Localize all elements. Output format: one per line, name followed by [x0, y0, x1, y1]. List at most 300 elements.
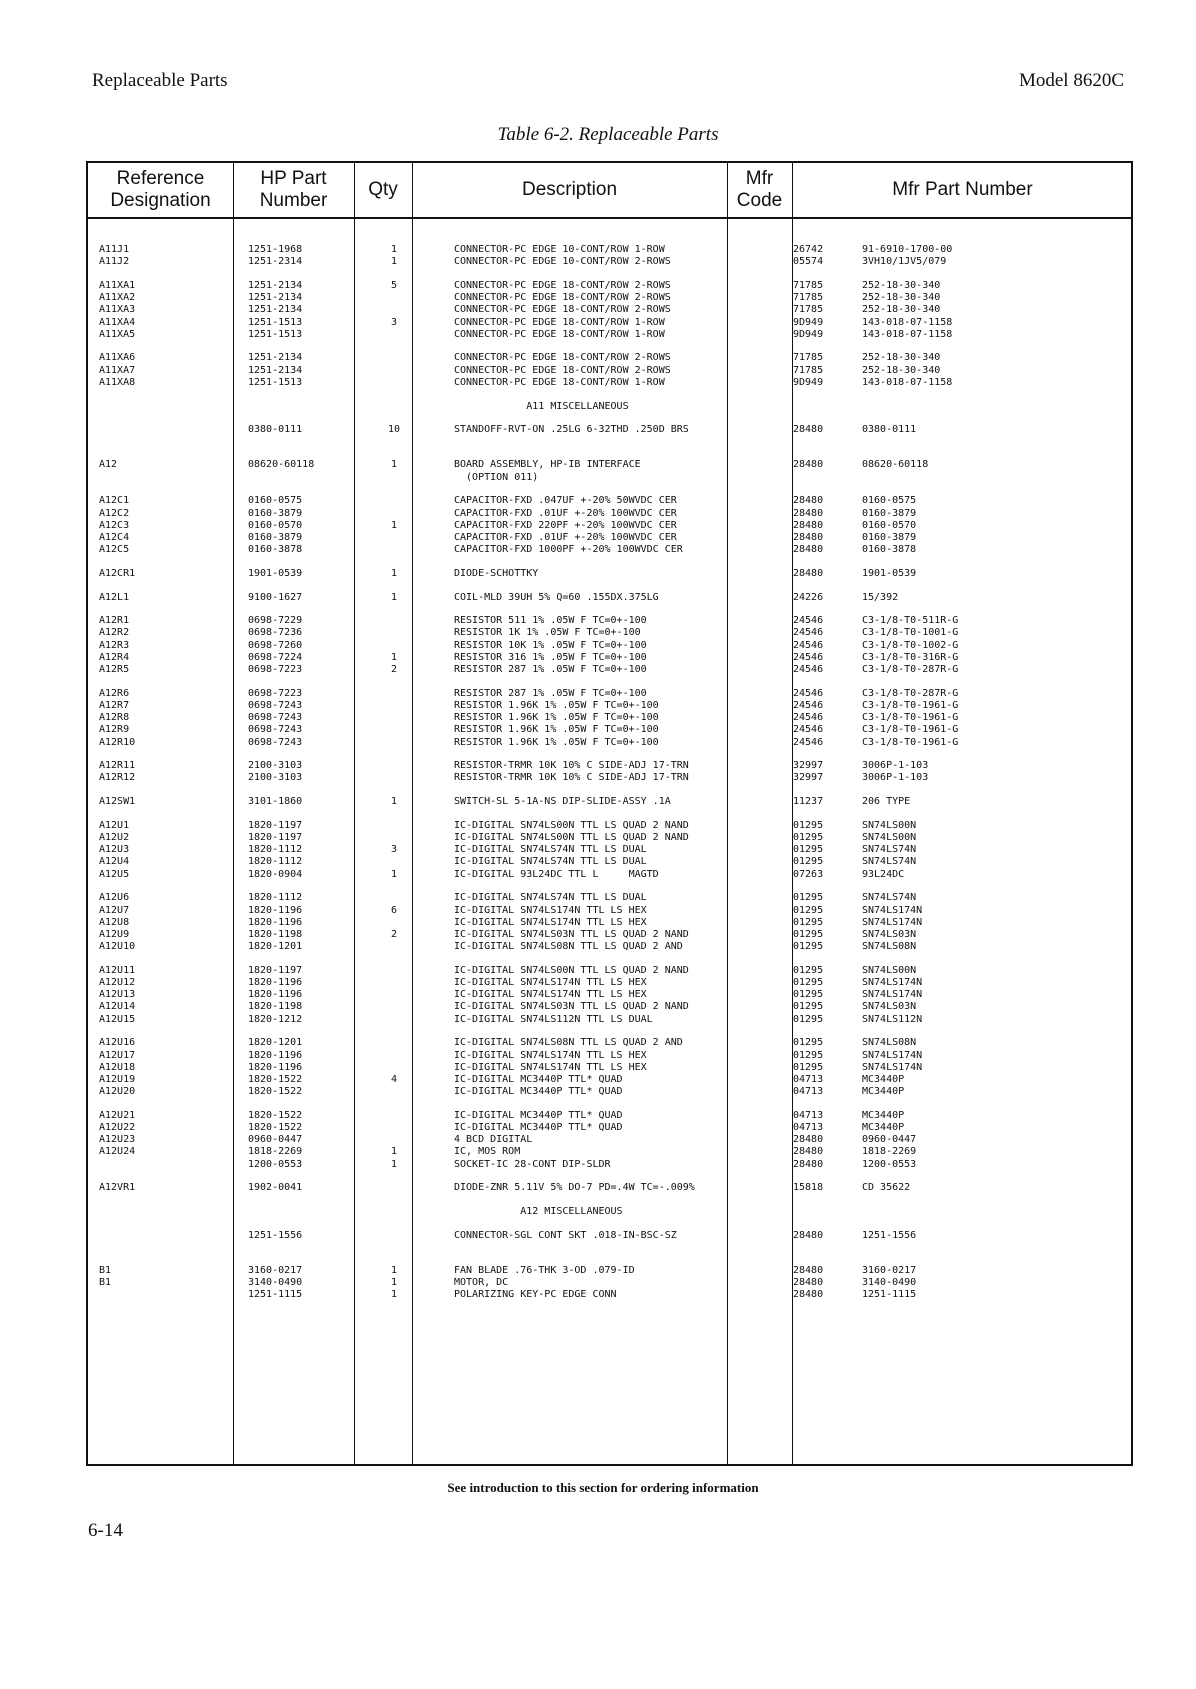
description-cell: IC-DIGITAL SN74LS08N TTL LS QUAD 2 AND — [454, 1037, 683, 1049]
mfr-part-number-cell: 3006P-1-103 — [862, 772, 929, 784]
description-cell: CONNECTOR-SGL CONT SKT .018-IN-BSC-SZ — [454, 1229, 677, 1241]
column-header-mfr-part-number: Mfr Part Number — [892, 179, 1033, 200]
table-row — [88, 626, 1131, 639]
ref-designation-cell: A11XA3 — [99, 304, 136, 316]
mfr-code-cell: 01295 — [793, 1061, 824, 1073]
mfr-part-number-cell: SN74LS174N — [862, 977, 923, 988]
mfr-part-number-cell: SN74LS00N — [862, 964, 917, 976]
mfr-code-cell: 04713 — [793, 1122, 824, 1133]
hp-part-number-cell: 3101-1860 — [248, 796, 303, 808]
mfr-part-number-cell: 0960-0447 — [862, 1134, 917, 1146]
table-row — [88, 988, 1131, 1001]
table-row — [88, 1264, 1131, 1277]
description-cell: CONNECTOR-PC EDGE 18-CONT/ROW 2-ROWS — [454, 352, 671, 364]
table-row — [88, 795, 1131, 808]
mfr-part-number-cell: 252-18-30-340 — [862, 364, 941, 376]
hp-part-number-cell: 1820-1197 — [248, 819, 303, 831]
mfr-code-cell: 01295 — [793, 928, 824, 940]
column-header-mfr-code: Mfr Code — [736, 168, 783, 211]
ref-designation-cell: A12R6 — [99, 687, 130, 699]
ref-designation-cell: A11J2 — [99, 256, 130, 268]
table-row — [88, 819, 1131, 832]
description-cell: IC-DIGITAL SN74LS74N TTL LS DUAL — [454, 856, 647, 868]
table-row — [88, 531, 1131, 544]
ref-designation-cell: A12U19 — [99, 1073, 136, 1085]
mfr-code-cell: 24546 — [793, 687, 824, 699]
hp-part-number-cell: 0960-0447 — [248, 1134, 303, 1146]
hp-part-number-cell: 0698-7260 — [248, 639, 303, 651]
mfr-code-cell: 28480 — [793, 1289, 824, 1301]
mfr-part-number-cell: C3-1/8-T0-316R-G — [862, 651, 959, 663]
quantity-cell: 1 — [390, 1264, 398, 1276]
description-cell: SOCKET-IC 28-CONT DIP-SLDR — [454, 1158, 611, 1170]
ref-designation-cell: A12U6 — [99, 892, 130, 904]
hp-part-number-cell: 1251-1513 — [248, 376, 303, 388]
description-cell: CAPACITOR-FXD .01UF +-20% 100WVDC CER — [454, 531, 677, 543]
ref-designation-cell: A12U4 — [99, 856, 130, 868]
hp-part-number-cell: 0698-7236 — [248, 627, 303, 639]
hp-part-number-cell: 1820-1196 — [248, 989, 303, 1001]
mfr-code-cell: 01295 — [793, 904, 824, 916]
ref-designation-cell: A12R9 — [99, 724, 130, 736]
mfr-code-cell: 28480 — [793, 1146, 824, 1158]
mfr-part-number-cell: MC3440P — [862, 1073, 905, 1085]
description-cell: RESISTOR 1.96K 1% .05W F TC=0+-100 — [454, 712, 659, 724]
description-cell: CAPACITOR-FXD .01UF +-20% 100WVDC CER — [454, 507, 677, 519]
ref-designation-cell: A12U7 — [99, 904, 130, 916]
hp-part-number-cell: 1820-0904 — [248, 868, 303, 880]
description-cell: CONNECTOR-PC EDGE 18-CONT/ROW 2-ROWS — [454, 292, 671, 304]
table-row — [88, 279, 1131, 292]
ref-designation-cell: A11XA1 — [99, 279, 136, 291]
table-row — [88, 567, 1131, 580]
mfr-code-cell: 71785 — [793, 292, 824, 304]
hp-part-number-cell: 1818-2269 — [248, 1146, 303, 1158]
table-row — [88, 976, 1131, 989]
ref-designation-cell: A12SW1 — [99, 796, 136, 808]
ref-designation-cell: A12U1 — [99, 819, 130, 831]
ref-designation-cell: A12U13 — [99, 989, 136, 1001]
ref-designation-cell: A12U24 — [99, 1146, 136, 1158]
mfr-part-number-cell: SN74LS174N — [862, 989, 923, 1001]
quantity-cell: 1 — [390, 1289, 398, 1301]
table-row — [88, 736, 1131, 749]
mfr-code-cell: 24546 — [793, 615, 824, 627]
hp-part-number-cell: 1251-1513 — [248, 316, 303, 328]
quantity-cell: 1 — [390, 796, 398, 808]
mfr-code-cell: 01295 — [793, 819, 824, 831]
mfr-part-number-cell: 0160-0570 — [862, 519, 917, 531]
ref-designation-cell: A12U3 — [99, 844, 130, 856]
table-row — [88, 928, 1131, 941]
description-cell: CONNECTOR-PC EDGE 10-CONT/ROW 2-ROWS — [454, 256, 671, 268]
table-row — [88, 1229, 1131, 1242]
quantity-cell: 1 — [390, 591, 398, 603]
ref-designation-cell: A11XA5 — [99, 328, 136, 340]
mfr-part-number-cell: 143-018-07-1158 — [862, 316, 953, 328]
ref-designation-cell: A12R7 — [99, 699, 130, 711]
mfr-code-cell: 28480 — [793, 1134, 824, 1146]
hp-part-number-cell: 2100-3103 — [248, 760, 303, 772]
hp-part-number-cell: 1251-2134 — [248, 352, 303, 364]
hp-part-number-cell: 0698-7243 — [248, 724, 303, 736]
description-cell: COIL-MLD 39UH 5% Q=60 .155DX.375LG — [454, 591, 659, 603]
hp-part-number-cell: 1820-1212 — [248, 1013, 303, 1025]
column-header-reference: Reference Designation — [110, 168, 211, 211]
table-row — [88, 855, 1131, 868]
description-cell: RESISTOR 1K 1% .05W F TC=0+-100 — [454, 627, 641, 639]
mfr-part-number-cell: 08620-60118 — [862, 459, 929, 471]
mfr-part-number-cell: C3-1/8-T0-287R-G — [862, 664, 959, 675]
description-cell: RESISTOR 1.96K 1% .05W F TC=0+-100 — [454, 724, 659, 736]
table-row — [88, 1181, 1131, 1194]
description-cell: 4 BCD DIGITAL — [454, 1134, 533, 1146]
quantity-cell: 1 — [390, 868, 398, 880]
hp-part-number-cell: 08620-60118 — [248, 459, 315, 471]
description-cell: IC-DIGITAL SN74LS08N TTL LS QUAD 2 AND — [454, 941, 683, 953]
hp-part-number-cell: 1901-0539 — [248, 567, 303, 579]
table-row — [88, 255, 1131, 268]
table-row — [88, 471, 1131, 484]
description-cell: STANDOFF-RVT-ON .25LG 6-32THD .250D BRS — [454, 424, 689, 436]
hp-part-number-cell: 1820-1522 — [248, 1109, 303, 1121]
table-row — [88, 843, 1131, 856]
mfr-code-cell: 01295 — [793, 964, 824, 976]
hp-part-number-cell: 1820-1522 — [248, 1122, 303, 1133]
mfr-code-cell: 32997 — [793, 760, 824, 772]
hp-part-number-cell: 1820-1522 — [248, 1086, 303, 1098]
table-row — [88, 1013, 1131, 1026]
quantity-cell: 1 — [390, 651, 398, 663]
ref-designation-cell: A12CR1 — [99, 567, 136, 579]
mfr-part-number-cell: SN74LS00N — [862, 832, 917, 843]
description-cell: SWITCH-SL 5-1A-NS DIP-SLIDE-ASSY .1A — [454, 796, 671, 808]
table-row — [88, 687, 1131, 700]
ref-designation-cell: A12C2 — [99, 507, 130, 519]
ref-designation-cell: A12L1 — [99, 591, 130, 603]
description-cell: RESISTOR-TRMR 10K 10% C SIDE-ADJ 17-TRN — [454, 772, 689, 784]
ref-designation-cell: A12U8 — [99, 916, 130, 928]
description-cell: (OPTION 011) — [454, 471, 539, 483]
mfr-code-cell: 24546 — [793, 712, 824, 724]
ref-designation-cell: A12U5 — [99, 868, 130, 880]
quantity-cell: 1 — [390, 519, 398, 531]
mfr-part-number-cell: C3-1/8-T0-287R-G — [862, 687, 959, 699]
mfr-code-cell: 24546 — [793, 627, 824, 639]
mfr-code-cell: 9D949 — [793, 316, 824, 328]
mfr-code-cell: 01295 — [793, 989, 824, 1001]
description-cell: CONNECTOR-PC EDGE 18-CONT/ROW 1-ROW — [454, 376, 665, 388]
description-cell: RESISTOR 287 1% .05W F TC=0+-100 — [454, 687, 647, 699]
mfr-code-cell: 9D949 — [793, 328, 824, 340]
mfr-code-cell: 24546 — [793, 651, 824, 663]
ref-designation-cell: A11J1 — [99, 244, 130, 255]
mfr-part-number-cell: SN74LS03N — [862, 1001, 917, 1013]
table-row — [88, 651, 1131, 664]
table-row — [88, 303, 1131, 316]
running-header-model: Model 8620C — [1018, 70, 1124, 91]
hp-part-number-cell: 1820-1198 — [248, 928, 303, 940]
mfr-part-number-cell: SN74LS00N — [862, 819, 917, 831]
mfr-part-number-cell: SN74LS174N — [862, 1061, 923, 1073]
description-cell: CAPACITOR-FXD .047UF +-20% 50WVDC CER — [454, 495, 677, 507]
mfr-part-number-cell: 1818-2269 — [862, 1146, 917, 1158]
table-row — [88, 831, 1131, 844]
description-cell: CONNECTOR-PC EDGE 18-CONT/ROW 2-ROWS — [454, 279, 671, 291]
quantity-cell: 2 — [390, 664, 398, 675]
mfr-part-number-cell: 3140-0490 — [862, 1277, 917, 1289]
ref-designation-cell: A12C1 — [99, 495, 130, 507]
ref-designation-cell: A12R11 — [99, 760, 136, 772]
description-cell: CONNECTOR-PC EDGE 10-CONT/ROW 1-ROW — [454, 244, 665, 255]
mfr-part-number-cell: SN74LS112N — [862, 1013, 923, 1025]
mfr-part-number-cell: 0160-0575 — [862, 495, 917, 507]
description-cell: IC-DIGITAL SN74LS00N TTL LS QUAD 2 NAND — [454, 964, 689, 976]
ref-designation-cell: A12U14 — [99, 1001, 136, 1013]
table-row — [88, 1205, 1131, 1218]
mfr-part-number-cell: 206 TYPE — [862, 796, 911, 808]
description-cell: IC-DIGITAL SN74LS174N TTL LS HEX — [454, 916, 647, 928]
mfr-code-cell: 01295 — [793, 977, 824, 988]
column-header-qty: Qty — [368, 179, 398, 200]
table-row — [88, 1276, 1131, 1289]
mfr-part-number-cell: SN74LS174N — [862, 1049, 923, 1061]
table-row — [88, 1133, 1131, 1146]
hp-part-number-cell: 1820-1196 — [248, 916, 303, 928]
hp-part-number-cell: 1251-2134 — [248, 292, 303, 304]
mfr-code-cell: 07263 — [793, 868, 824, 880]
description-cell: RESISTOR 1.96K 1% .05W F TC=0+-100 — [454, 736, 659, 748]
hp-part-number-cell: 1251-2134 — [248, 279, 303, 291]
description-cell: A11 MISCELLANEOUS — [454, 400, 629, 412]
table-row — [88, 291, 1131, 304]
mfr-part-number-cell: 252-18-30-340 — [862, 304, 941, 316]
mfr-code-cell: 04713 — [793, 1073, 824, 1085]
mfr-part-number-cell: SN74LS03N — [862, 928, 917, 940]
table-row — [88, 1121, 1131, 1134]
hp-part-number-cell: 0160-3879 — [248, 507, 303, 519]
description-cell: IC-DIGITAL SN74LS00N TTL LS QUAD 2 NAND — [454, 819, 689, 831]
table-row — [88, 916, 1131, 929]
table-row — [88, 1085, 1131, 1098]
mfr-part-number-cell: 15/392 — [862, 591, 899, 603]
description-cell: IC-DIGITAL MC3440P TTL* QUAD — [454, 1086, 623, 1098]
quantity-cell: 3 — [390, 844, 398, 856]
mfr-part-number-cell: 252-18-30-340 — [862, 279, 941, 291]
mfr-code-cell: 32997 — [793, 772, 824, 784]
mfr-code-cell: 11237 — [793, 796, 824, 808]
description-cell: RESISTOR 1.96K 1% .05W F TC=0+-100 — [454, 699, 659, 711]
table-row — [88, 543, 1131, 556]
mfr-part-number-cell: C3-1/8-T0-1961-G — [862, 724, 959, 736]
column-header-description: Description — [521, 179, 618, 200]
table-row — [88, 723, 1131, 736]
hp-part-number-cell: 1820-1112 — [248, 856, 303, 868]
mfr-code-cell: 01295 — [793, 832, 824, 843]
mfr-part-number-cell: 91-6910-1700-00 — [862, 244, 953, 255]
table-row — [88, 904, 1131, 917]
description-cell: IC-DIGITAL SN74LS112N TTL LS DUAL — [454, 1013, 653, 1025]
mfr-part-number-cell: 3160-0217 — [862, 1264, 917, 1276]
hp-part-number-cell: 1820-1196 — [248, 977, 303, 988]
mfr-code-cell: 01295 — [793, 1013, 824, 1025]
mfr-part-number-cell: SN74LS74N — [862, 892, 917, 904]
description-cell: IC-DIGITAL SN74LS03N TTL LS QUAD 2 NAND — [454, 928, 689, 940]
hp-part-number-cell: 1200-0553 — [248, 1158, 303, 1170]
mfr-code-cell: 04713 — [793, 1109, 824, 1121]
description-cell: IC-DIGITAL MC3440P TTL* QUAD — [454, 1073, 623, 1085]
description-cell: RESISTOR 10K 1% .05W F TC=0+-100 — [454, 639, 647, 651]
description-cell: RESISTOR-TRMR 10K 10% C SIDE-ADJ 17-TRN — [454, 760, 689, 772]
hp-part-number-cell: 0698-7229 — [248, 615, 303, 627]
ref-designation-cell: A12U10 — [99, 941, 136, 953]
description-cell: IC-DIGITAL 93L24DC TTL L MAGTD — [454, 868, 659, 880]
description-cell: IC-DIGITAL MC3440P TTL* QUAD — [454, 1122, 623, 1133]
hp-part-number-cell: 1820-1522 — [248, 1073, 303, 1085]
mfr-part-number-cell: 1251-1115 — [862, 1289, 917, 1301]
running-header-section: Replaceable Parts — [92, 70, 228, 91]
description-cell: IC-DIGITAL SN74LS74N TTL LS DUAL — [454, 892, 647, 904]
table-caption: Table 6-2. Replaceable Parts — [497, 124, 719, 145]
mfr-code-cell: 28480 — [793, 495, 824, 507]
mfr-part-number-cell: MC3440P — [862, 1122, 905, 1133]
ref-designation-cell: A12U17 — [99, 1049, 136, 1061]
mfr-part-number-cell: MC3440P — [862, 1086, 905, 1098]
description-cell: CAPACITOR-FXD 220PF +-20% 100WVDC CER — [454, 519, 677, 531]
mfr-code-cell: 24546 — [793, 736, 824, 748]
ref-designation-cell: A12U21 — [99, 1109, 136, 1121]
quantity-cell: 3 — [390, 316, 398, 328]
mfr-part-number-cell: C3-1/8-T0-1961-G — [862, 699, 959, 711]
description-cell: RESISTOR 287 1% .05W F TC=0+-100 — [454, 664, 647, 675]
hp-part-number-cell: 3160-0217 — [248, 1264, 303, 1276]
mfr-part-number-cell: C3-1/8-T0-1961-G — [862, 736, 959, 748]
table-row — [88, 458, 1131, 471]
quantity-cell: 4 — [390, 1073, 398, 1085]
mfr-part-number-cell: 3VH10/1JV5/079 — [862, 256, 947, 268]
table-row — [88, 891, 1131, 904]
hp-part-number-cell: 1820-1112 — [248, 892, 303, 904]
mfr-code-cell: 04713 — [793, 1086, 824, 1098]
mfr-part-number-cell: 0160-3879 — [862, 507, 917, 519]
ref-designation-cell: A11XA6 — [99, 352, 136, 364]
ordering-footnote: See introduction to this section for ordering information — [447, 1480, 759, 1495]
table-row — [88, 940, 1131, 953]
mfr-code-cell: 01295 — [793, 844, 824, 856]
ref-designation-cell: A11XA2 — [99, 292, 136, 304]
ref-designation-cell: A12R10 — [99, 736, 136, 748]
hp-part-number-cell: 0698-7243 — [248, 712, 303, 724]
hp-part-number-cell: 1251-2134 — [248, 304, 303, 316]
hp-part-number-cell: 1251-1556 — [248, 1229, 303, 1241]
mfr-part-number-cell: 252-18-30-340 — [862, 352, 941, 364]
ref-designation-cell: A12 — [99, 459, 118, 471]
mfr-code-cell: 28480 — [793, 424, 824, 436]
mfr-part-number-cell: C3-1/8-T0-1001-G — [862, 627, 959, 639]
description-cell: BOARD ASSEMBLY, HP-IB INTERFACE — [454, 459, 641, 471]
ref-designation-cell: A12U18 — [99, 1061, 136, 1073]
table-row — [88, 376, 1131, 389]
hp-part-number-cell: 1820-1196 — [248, 1061, 303, 1073]
hp-part-number-cell: 2100-3103 — [248, 772, 303, 784]
mfr-code-cell: 28480 — [793, 459, 824, 471]
table-row — [88, 1036, 1131, 1049]
mfr-code-cell: 24226 — [793, 591, 824, 603]
ref-designation-cell: A12R3 — [99, 639, 130, 651]
ref-designation-cell: A12U11 — [99, 964, 136, 976]
quantity-cell: 6 — [390, 904, 398, 916]
hp-part-number-cell: 1820-1196 — [248, 904, 303, 916]
mfr-code-cell: 28480 — [793, 567, 824, 579]
table-row — [88, 364, 1131, 377]
mfr-code-cell: 01295 — [793, 892, 824, 904]
mfr-code-cell: 28480 — [793, 1264, 824, 1276]
mfr-code-cell: 71785 — [793, 304, 824, 316]
hp-part-number-cell: 0698-7243 — [248, 736, 303, 748]
table-row — [88, 1000, 1131, 1013]
quantity-cell: 10 — [387, 424, 401, 436]
quantity-cell: 1 — [390, 459, 398, 471]
hp-part-number-cell: 1820-1197 — [248, 832, 303, 843]
ref-designation-cell: B1 — [99, 1264, 112, 1276]
hp-part-number-cell: 1820-1201 — [248, 941, 303, 953]
hp-part-number-cell: 1820-1198 — [248, 1001, 303, 1013]
description-cell: DIODE-ZNR 5.11V 5% DO-7 PD=.4W TC=-.009% — [454, 1182, 695, 1194]
description-cell: IC, MOS ROM — [454, 1146, 521, 1158]
table-row — [88, 771, 1131, 784]
description-cell: CONNECTOR-PC EDGE 18-CONT/ROW 1-ROW — [454, 328, 665, 340]
ref-designation-cell: A12U22 — [99, 1122, 136, 1133]
mfr-code-cell: 28480 — [793, 544, 824, 556]
description-cell: CONNECTOR-PC EDGE 18-CONT/ROW 2-ROWS — [454, 364, 671, 376]
hp-part-number-cell: 1251-2134 — [248, 364, 303, 376]
hp-part-number-cell: 1251-1968 — [248, 244, 303, 255]
mfr-code-cell: 01295 — [793, 856, 824, 868]
table-row — [88, 519, 1131, 532]
ref-designation-cell: A12U16 — [99, 1037, 136, 1049]
quantity-cell: 1 — [390, 1158, 398, 1170]
hp-part-number-cell: 1251-1513 — [248, 328, 303, 340]
ref-designation-cell: A12U9 — [99, 928, 130, 940]
header-divider — [88, 217, 1131, 219]
table-row — [88, 243, 1131, 256]
hp-part-number-cell: 9100-1627 — [248, 591, 303, 603]
description-cell: MOTOR, DC — [454, 1277, 509, 1289]
hp-part-number-cell: 1251-1115 — [248, 1289, 303, 1301]
ref-designation-cell: A12R2 — [99, 627, 130, 639]
hp-part-number-cell: 0160-3878 — [248, 544, 303, 556]
mfr-part-number-cell: 0380-0111 — [862, 424, 917, 436]
table-row — [88, 1158, 1131, 1171]
description-cell: CONNECTOR-PC EDGE 18-CONT/ROW 1-ROW — [454, 316, 665, 328]
description-cell: CAPACITOR-FXD 1000PF +-20% 100WVDC CER — [454, 544, 683, 556]
hp-part-number-cell: 0160-0575 — [248, 495, 303, 507]
table-row — [88, 351, 1131, 364]
mfr-code-cell: 24546 — [793, 724, 824, 736]
ref-designation-cell: A11XA4 — [99, 316, 136, 328]
ref-designation-cell: A11XA8 — [99, 376, 136, 388]
table-row — [88, 663, 1131, 676]
ref-designation-cell: A12R5 — [99, 664, 130, 675]
mfr-code-cell: 24546 — [793, 699, 824, 711]
description-cell: IC-DIGITAL SN74LS74N TTL LS DUAL — [454, 844, 647, 856]
hp-part-number-cell: 0160-0570 — [248, 519, 303, 531]
mfr-code-cell: 28480 — [793, 1277, 824, 1289]
mfr-part-number-cell: 143-018-07-1158 — [862, 376, 953, 388]
hp-part-number-cell: 0698-7243 — [248, 699, 303, 711]
ref-designation-cell: A12U2 — [99, 832, 130, 843]
mfr-part-number-cell: C3-1/8-T0-1961-G — [862, 712, 959, 724]
